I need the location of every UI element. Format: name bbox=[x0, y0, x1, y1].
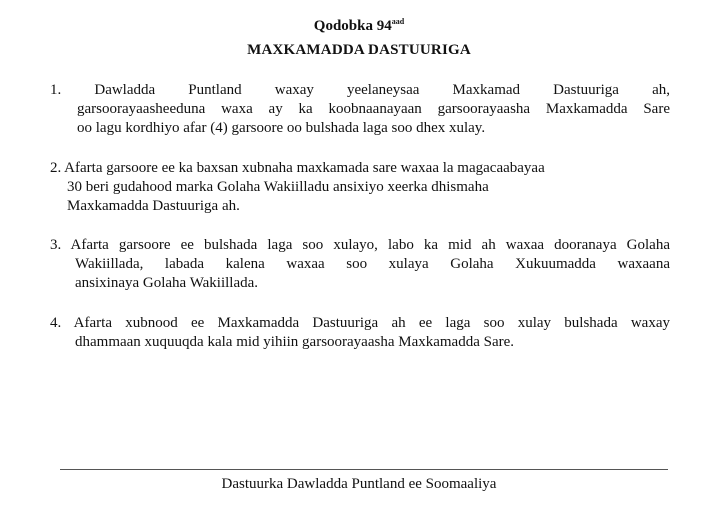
clause-line: 2. Afarta garsoore ee ka baxsan xubnaha maxkamada sare waxaa la magacaabayaa bbox=[50, 160, 545, 176]
article-number-suffix: aad bbox=[391, 17, 405, 26]
clause-1 bbox=[50, 81, 670, 138]
clause-line: Wakiillada, labada kalena waxaa soo xulaya Golaha Xukuumadda waxaana bbox=[75, 256, 670, 272]
clause-line: 3. Afarta garsoore ee bulshada laga soo xulayo, labo ka mid ah waxaa dooranaya Golaha bbox=[50, 237, 670, 253]
clause-4 bbox=[50, 314, 670, 352]
clause-line: oo lagu kordhiyo afar (4) garsoore oo bulshada laga soo dhex xulay. bbox=[77, 120, 486, 136]
clause-line: 1. Dawladda Puntland waxay yeelaneysaa Maxkamad Dastuuriga ah, bbox=[50, 82, 670, 98]
clause-2 bbox=[50, 159, 670, 216]
article-heading: MAXKAMADDA DASTUURIGA bbox=[247, 42, 471, 58]
article-number bbox=[0, 16, 718, 36]
clause-line: 30 beri gudahood marka Golaha Wakiilladu ansixiyo xeerka dhismaha bbox=[67, 179, 489, 195]
clause-3 bbox=[50, 236, 670, 293]
article-number-text: Qodobka 94 bbox=[313, 18, 392, 34]
footer-text: Dastuurka Dawladda Puntland ee Soomaaliya bbox=[221, 476, 497, 492]
clause-line: 4. Afarta xubnood ee Maxkamadda Dastuuriga ah ee laga soo xulay bulshada waxay bbox=[50, 315, 670, 331]
clause-line: garsoorayaasheeduna waxa ay ka koobnaanayaan garsoorayaasha Maxkamadda Sare bbox=[77, 101, 670, 117]
clause-line: Maxkamadda Dastuuriga ah. bbox=[67, 198, 240, 214]
footer-divider bbox=[60, 469, 668, 470]
clause-line: ansixinaya Golaha Wakiillada. bbox=[75, 275, 259, 291]
clause-line: dhammaan xuquuqda kala mid yihiin garsoorayaasha Maxkamadda Sare. bbox=[75, 334, 515, 350]
